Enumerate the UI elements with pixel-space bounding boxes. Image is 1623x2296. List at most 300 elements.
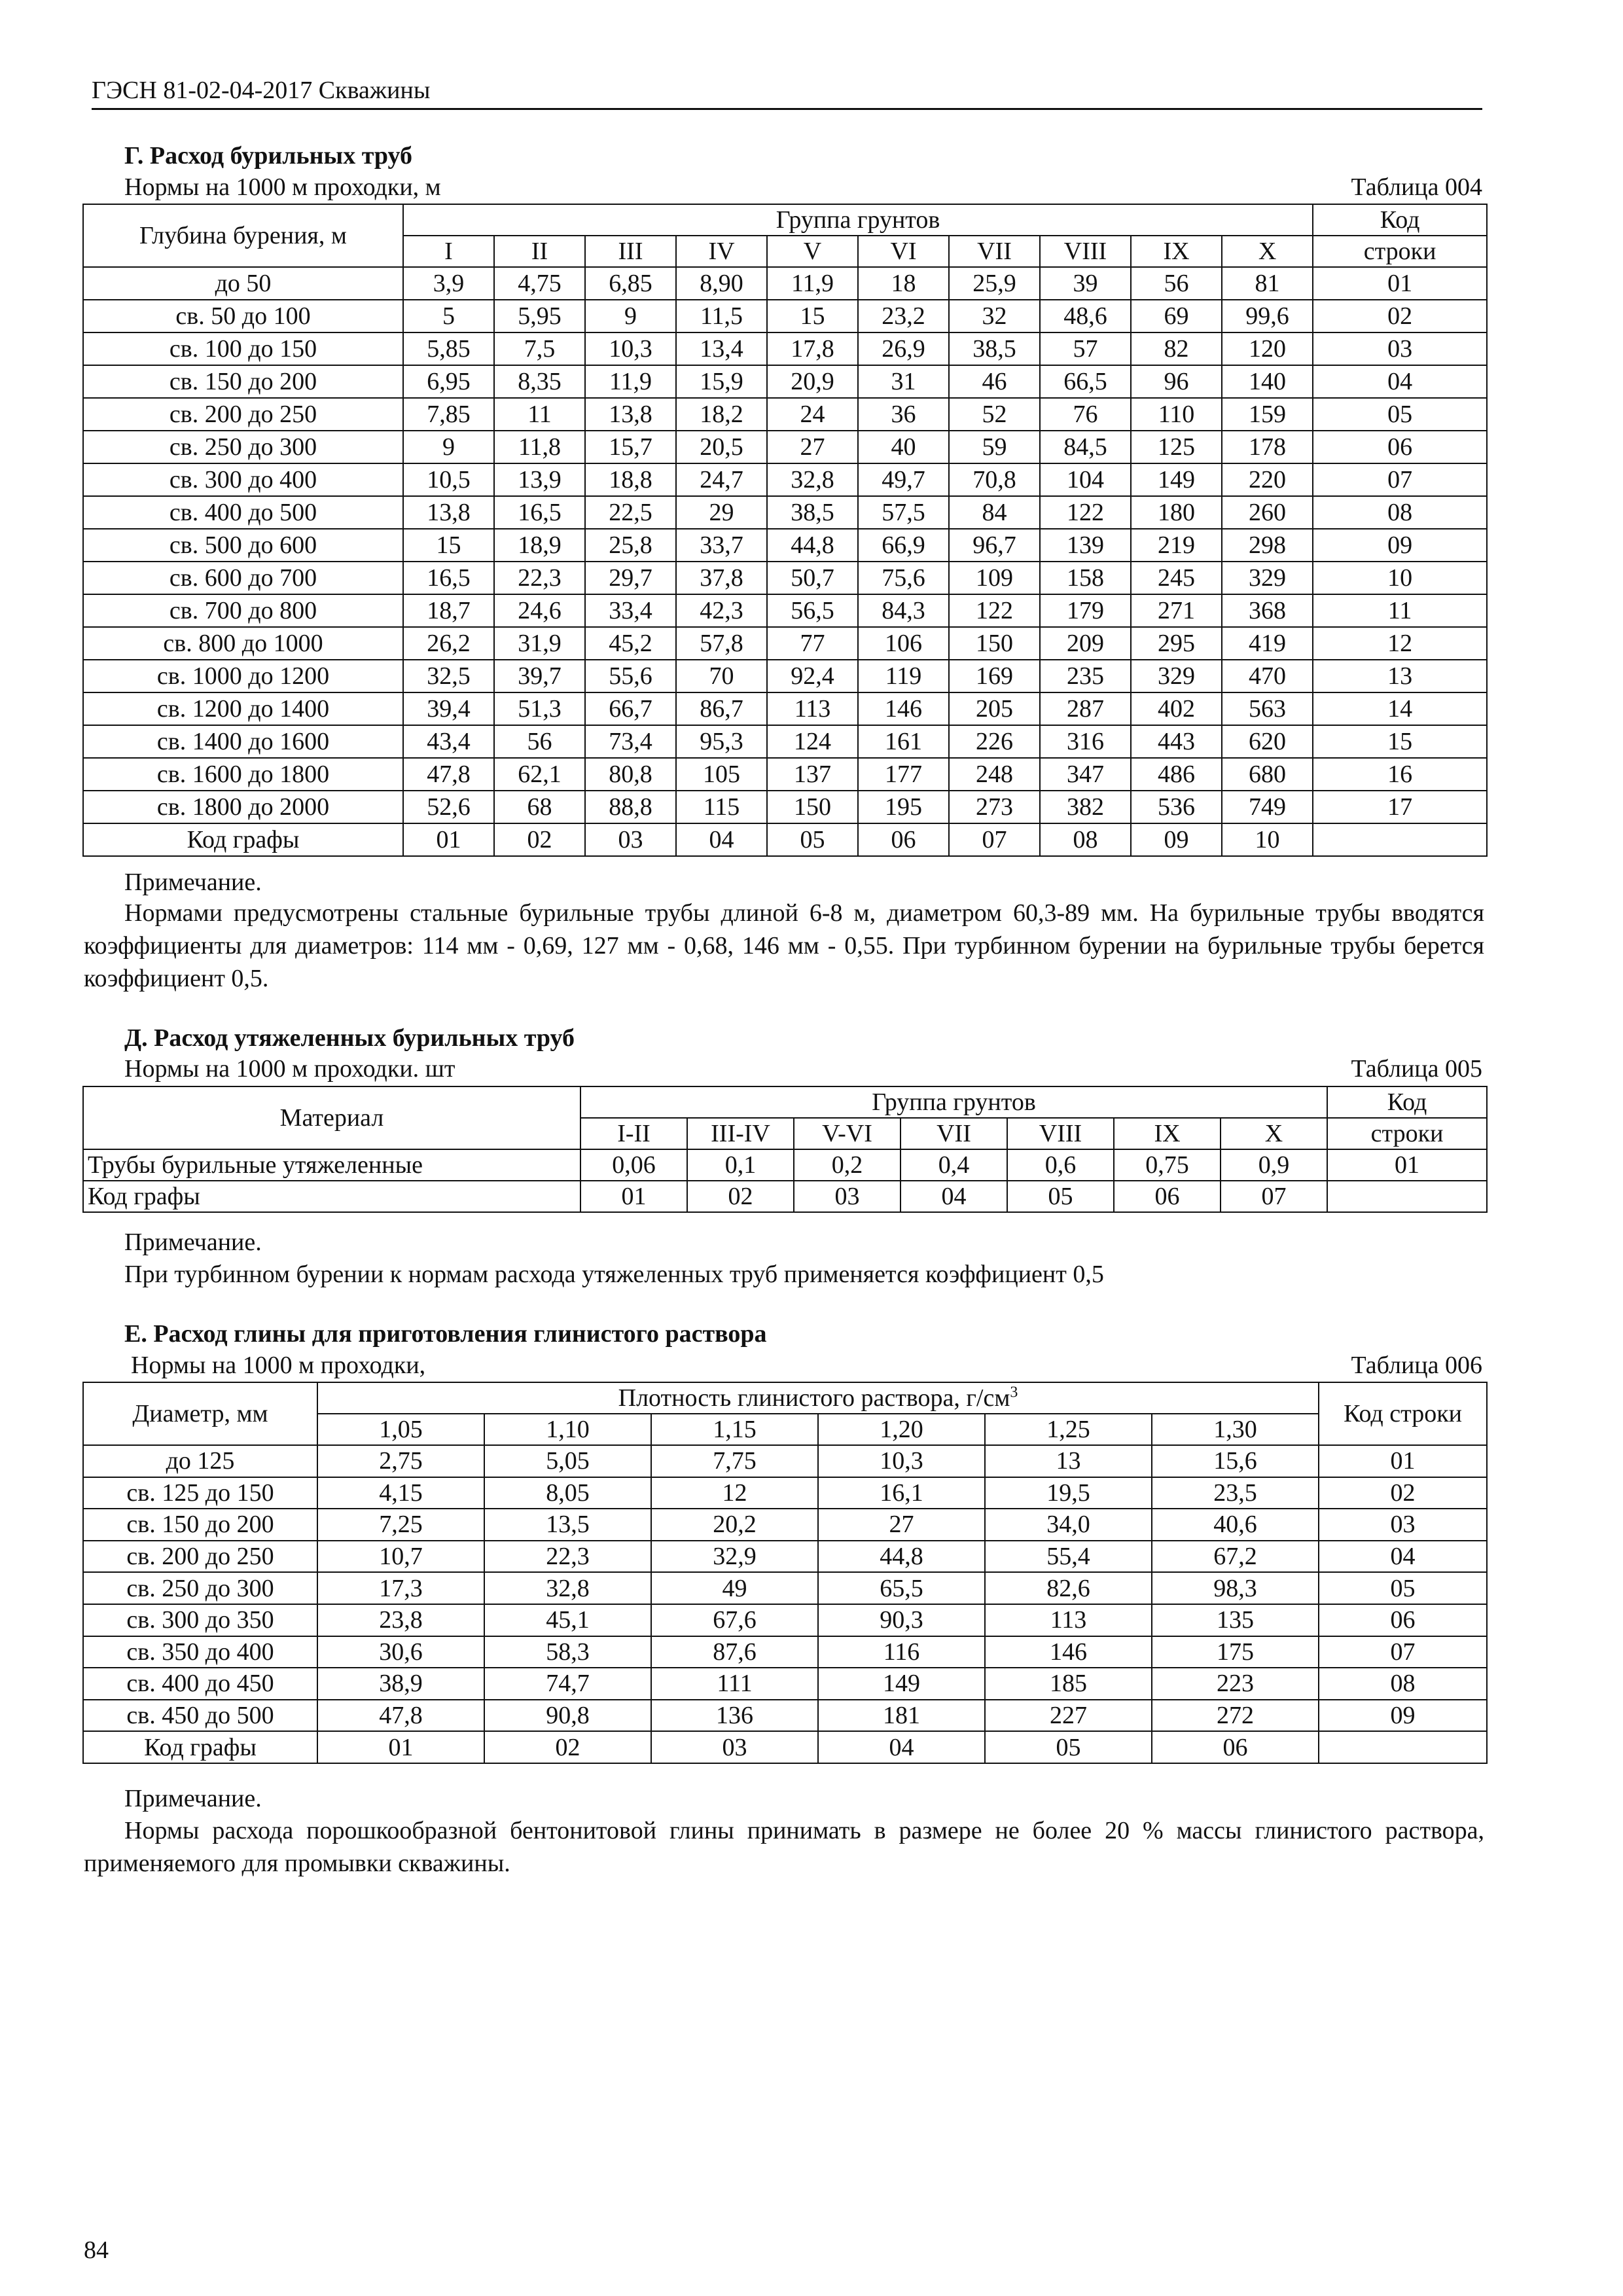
- table-cell: 38,9: [317, 1668, 484, 1700]
- table-cell: 03: [585, 823, 676, 856]
- table-cell: 10,3: [585, 332, 676, 365]
- row-code-cell: 05: [1313, 398, 1487, 431]
- header-density-value: 1,15: [651, 1414, 818, 1445]
- table-cell: 223: [1152, 1668, 1319, 1700]
- table-header-row: [83, 204, 1487, 236]
- table-footer-row: [83, 1181, 1487, 1212]
- table-cell: 177: [858, 758, 949, 791]
- table-cell: 5,95: [494, 300, 585, 332]
- table-cell: 402: [1131, 692, 1222, 725]
- table-cell: 03: [651, 1731, 818, 1763]
- table-cell: 260: [1222, 496, 1313, 529]
- table-row: [83, 267, 1487, 300]
- header-density: [317, 1382, 1319, 1414]
- table-cell: 272: [1152, 1700, 1319, 1732]
- header-density-value: 1,20: [818, 1414, 985, 1445]
- table-cell: 26,9: [858, 332, 949, 365]
- section-g-title: Г. Расход бурильных труб: [124, 142, 412, 170]
- row-code-cell: 09: [1319, 1700, 1487, 1732]
- row-label-cell: св. 150 до 200: [83, 1509, 317, 1541]
- table-cell: 13,5: [484, 1509, 651, 1541]
- table-cell: 563: [1222, 692, 1313, 725]
- table-cell: 4,75: [494, 267, 585, 300]
- table-cell: 11,9: [585, 365, 676, 398]
- table-cell: 43,4: [403, 725, 494, 758]
- row-label-cell: св. 400 до 500: [83, 496, 403, 529]
- table-cell: 11: [494, 398, 585, 431]
- table-cell: 04: [818, 1731, 985, 1763]
- header-group: I: [403, 236, 494, 267]
- table-cell: 316: [1040, 725, 1131, 758]
- table-cell: 329: [1131, 660, 1222, 692]
- table-cell: 11,8: [494, 431, 585, 463]
- table-cell: 146: [985, 1636, 1152, 1668]
- table-cell: 181: [818, 1700, 985, 1732]
- table-cell: 52,6: [403, 791, 494, 823]
- table-cell: 48,6: [1040, 300, 1131, 332]
- table-cell: 20,9: [767, 365, 858, 398]
- header-group: VII: [901, 1118, 1007, 1149]
- header-group: VII: [949, 236, 1040, 267]
- table-cell: 125: [1131, 431, 1222, 463]
- table-cell: 175: [1152, 1636, 1319, 1668]
- table-cell: 49: [651, 1572, 818, 1604]
- section-g-norms: Нормы на 1000 м проходки, м: [124, 173, 441, 201]
- table-cell: 40: [858, 431, 949, 463]
- table-cell: 03: [794, 1181, 901, 1212]
- table-row: [83, 725, 1487, 758]
- table-cell: 140: [1222, 365, 1313, 398]
- row-label-cell: св. 600 до 700: [83, 562, 403, 594]
- table-cell: 84,5: [1040, 431, 1131, 463]
- table-cell: 80,8: [585, 758, 676, 791]
- table-cell: 119: [858, 660, 949, 692]
- table-cell: 105: [676, 758, 767, 791]
- row-label-cell: до 125: [83, 1445, 317, 1477]
- table-cell: 106: [858, 627, 949, 660]
- table-cell: 39,7: [494, 660, 585, 692]
- table-cell: 05: [985, 1731, 1152, 1763]
- table-cell: 0,2: [794, 1149, 901, 1181]
- table-cell: 09: [1131, 823, 1222, 856]
- table-cell: 9: [403, 431, 494, 463]
- table-cell: 113: [985, 1604, 1152, 1636]
- table-cell: 368: [1222, 594, 1313, 627]
- table-cell: 45,1: [484, 1604, 651, 1636]
- row-code-cell: 01: [1313, 267, 1487, 300]
- row-code-cell: 04: [1319, 1541, 1487, 1573]
- row-label-cell: св. 1400 до 1600: [83, 725, 403, 758]
- table-row: [83, 1700, 1487, 1732]
- table-cell: 98,3: [1152, 1572, 1319, 1604]
- table-cell: 20,5: [676, 431, 767, 463]
- table-cell: 0,9: [1221, 1149, 1327, 1181]
- table-cell: 01: [317, 1731, 484, 1763]
- row-label-cell: Код графы: [83, 823, 403, 856]
- table-cell: 51,3: [494, 692, 585, 725]
- table-cell: 150: [949, 627, 1040, 660]
- table-cell: 06: [1114, 1181, 1221, 1212]
- table-cell: 50,7: [767, 562, 858, 594]
- table-cell: 37,8: [676, 562, 767, 594]
- table-cell: 2,75: [317, 1445, 484, 1477]
- table-cell: 0,1: [687, 1149, 794, 1181]
- row-code-cell: 06: [1313, 431, 1487, 463]
- table-cell: 77: [767, 627, 858, 660]
- header-material: Материал: [83, 1086, 580, 1149]
- section-e-title: Е. Расход глины для приготовления глинистого раствора: [124, 1320, 767, 1348]
- table-cell: 56: [1131, 267, 1222, 300]
- row-code-cell: 04: [1313, 365, 1487, 398]
- table-cell: 179: [1040, 594, 1131, 627]
- running-header: ГЭСН 81-02-04-2017 Скважины: [92, 75, 1482, 110]
- table-cell: 470: [1222, 660, 1313, 692]
- table-cell: 298: [1222, 529, 1313, 562]
- table-cell: 40,6: [1152, 1509, 1319, 1541]
- table-cell: 27: [818, 1509, 985, 1541]
- table-cell: 185: [985, 1668, 1152, 1700]
- table-cell: 10,7: [317, 1541, 484, 1573]
- table-row: [83, 562, 1487, 594]
- row-code-cell: 02: [1313, 300, 1487, 332]
- table-cell: 12: [651, 1477, 818, 1509]
- table-cell: 536: [1131, 791, 1222, 823]
- table-cell: 52: [949, 398, 1040, 431]
- table-cell: 05: [767, 823, 858, 856]
- table-cell: 07: [1221, 1181, 1327, 1212]
- table-cell: 08: [1040, 823, 1131, 856]
- section-d-note-text: При турбинном бурении к нормам расхода утяжеленных труб применяется коэффициент 0,5: [124, 1261, 1104, 1288]
- table-cell: 49,7: [858, 463, 949, 496]
- table-cell: 0,75: [1114, 1149, 1221, 1181]
- table-cell: 347: [1040, 758, 1131, 791]
- table-row: [83, 1572, 1487, 1604]
- row-code-cell: 08: [1319, 1668, 1487, 1700]
- table-006: [82, 1382, 1488, 1764]
- table-cell: 90,8: [484, 1700, 651, 1732]
- header-code-line1: Код: [1327, 1086, 1487, 1118]
- table-cell: 227: [985, 1700, 1152, 1732]
- row-label-cell: Трубы бурильные утяжеленные: [83, 1149, 580, 1181]
- table-cell: 169: [949, 660, 1040, 692]
- header-density-value: 1,25: [985, 1414, 1152, 1445]
- table-cell: 75,6: [858, 562, 949, 594]
- header-group: VI: [858, 236, 949, 267]
- header-group: I-II: [580, 1118, 687, 1149]
- table-cell: 7,85: [403, 398, 494, 431]
- table-cell: 146: [858, 692, 949, 725]
- table-cell: 0,6: [1007, 1149, 1114, 1181]
- header-group: V-VI: [794, 1118, 901, 1149]
- table-cell: 18: [858, 267, 949, 300]
- table-cell: 23,2: [858, 300, 949, 332]
- section-d-title: Д. Расход утяжеленных бурильных труб: [124, 1024, 575, 1052]
- table-cell: 02: [484, 1731, 651, 1763]
- table-cell: 16,1: [818, 1477, 985, 1509]
- header-group: X: [1222, 236, 1313, 267]
- table-005-label: Таблица 005: [1351, 1055, 1482, 1083]
- table-cell: 74,7: [484, 1668, 651, 1700]
- table-header-row: [83, 1382, 1487, 1414]
- table-cell: 31,9: [494, 627, 585, 660]
- table-cell: 5,05: [484, 1445, 651, 1477]
- header-group: II: [494, 236, 585, 267]
- table-row: [83, 1509, 1487, 1541]
- row-label-cell: св. 300 до 400: [83, 463, 403, 496]
- table-004: [82, 204, 1488, 857]
- section-g-note-text: Нормами предусмотрены стальные бурильные трубы длиной 6-8 м, диаметром 60,3-89 мм. На бурильные трубы вводятся коэффициенты для диаметров: 114 мм - 0,69, 127 мм - 0,68, 146 мм - 0,55. При турбинном бурении на бурильные трубы берется коэффициент 0,5.: [84, 899, 1484, 992]
- table-cell: 17,8: [767, 332, 858, 365]
- table-cell: 23,8: [317, 1604, 484, 1636]
- row-code-cell: 08: [1313, 496, 1487, 529]
- table-cell: 10,3: [818, 1445, 985, 1477]
- table-cell: 20,2: [651, 1509, 818, 1541]
- row-code-cell: 03: [1319, 1509, 1487, 1541]
- header-group: IX: [1114, 1118, 1221, 1149]
- row-code-cell: [1327, 1181, 1487, 1212]
- table-cell: 111: [651, 1668, 818, 1700]
- row-code-cell: 17: [1313, 791, 1487, 823]
- header-group: V: [767, 236, 858, 267]
- table-cell: 245: [1131, 562, 1222, 594]
- section-g-note-label: Примечание.: [124, 869, 262, 896]
- table-cell: 33,4: [585, 594, 676, 627]
- table-cell: 66,5: [1040, 365, 1131, 398]
- table-cell: 9: [585, 300, 676, 332]
- row-label-cell: св. 50 до 100: [83, 300, 403, 332]
- table-cell: 19,5: [985, 1477, 1152, 1509]
- header-density-value: 1,30: [1152, 1414, 1319, 1445]
- table-cell: 120: [1222, 332, 1313, 365]
- row-code-cell: 10: [1313, 562, 1487, 594]
- table-cell: 220: [1222, 463, 1313, 496]
- row-code-cell: 01: [1327, 1149, 1487, 1181]
- table-row: [83, 431, 1487, 463]
- section-d-note-label: Примечание.: [124, 1229, 262, 1256]
- table-cell: 136: [651, 1700, 818, 1732]
- table-cell: 31: [858, 365, 949, 398]
- table-cell: 18,9: [494, 529, 585, 562]
- header-code-line2: строки: [1327, 1118, 1487, 1149]
- table-cell: 205: [949, 692, 1040, 725]
- table-cell: 159: [1222, 398, 1313, 431]
- row-code-cell: 13: [1313, 660, 1487, 692]
- table-cell: 6,85: [585, 267, 676, 300]
- page-number: 84: [84, 2236, 109, 2264]
- table-cell: 84: [949, 496, 1040, 529]
- row-code-cell: 12: [1313, 627, 1487, 660]
- table-cell: 58,3: [484, 1636, 651, 1668]
- table-cell: 13,9: [494, 463, 585, 496]
- table-cell: 88,8: [585, 791, 676, 823]
- section-e-note-text: Нормы расхода порошкообразной бентонитовой глины принимать в размере не более 20 % массы глинистого раствора, применяемого для промывки скважины.: [84, 1817, 1484, 1877]
- table-cell: 137: [767, 758, 858, 791]
- table-cell: 36: [858, 398, 949, 431]
- table-cell: 15,6: [1152, 1445, 1319, 1477]
- table-row: [83, 1604, 1487, 1636]
- header-group: X: [1221, 1118, 1327, 1149]
- row-label-cell: св. 200 до 250: [83, 398, 403, 431]
- table-cell: 122: [949, 594, 1040, 627]
- table-cell: 10,5: [403, 463, 494, 496]
- table-cell: 38,5: [949, 332, 1040, 365]
- table-row: [83, 627, 1487, 660]
- table-cell: 25,9: [949, 267, 1040, 300]
- table-cell: 109: [949, 562, 1040, 594]
- table-cell: 8,35: [494, 365, 585, 398]
- table-cell: 34,0: [985, 1509, 1152, 1541]
- table-row: [83, 332, 1487, 365]
- table-cell: 149: [1131, 463, 1222, 496]
- table-cell: 15: [403, 529, 494, 562]
- table-cell: 0,4: [901, 1149, 1007, 1181]
- row-label-cell: св. 300 до 350: [83, 1604, 317, 1636]
- table-cell: 02: [687, 1181, 794, 1212]
- table-cell: 24,7: [676, 463, 767, 496]
- row-label-cell: св. 200 до 250: [83, 1541, 317, 1573]
- table-cell: 26,2: [403, 627, 494, 660]
- table-cell: 56: [494, 725, 585, 758]
- table-cell: 0,06: [580, 1149, 687, 1181]
- table-cell: 57,5: [858, 496, 949, 529]
- table-cell: 65,5: [818, 1572, 985, 1604]
- table-cell: 273: [949, 791, 1040, 823]
- table-cell: 18,2: [676, 398, 767, 431]
- table-cell: 47,8: [403, 758, 494, 791]
- section-e-norms: Нормы на 1000 м проходки,: [131, 1352, 426, 1379]
- table-cell: 32,8: [484, 1572, 651, 1604]
- header-depth: Глубина бурения, м: [83, 204, 403, 267]
- table-cell: 76: [1040, 398, 1131, 431]
- header-code: Код строки: [1319, 1382, 1487, 1445]
- table-row: [83, 529, 1487, 562]
- table-cell: 32,5: [403, 660, 494, 692]
- row-label-cell: св. 100 до 150: [83, 332, 403, 365]
- table-cell: 486: [1131, 758, 1222, 791]
- header-group: III: [585, 236, 676, 267]
- row-code-cell: 07: [1313, 463, 1487, 496]
- table-cell: 81: [1222, 267, 1313, 300]
- table-row: [83, 1477, 1487, 1509]
- table-cell: 115: [676, 791, 767, 823]
- table-cell: 46: [949, 365, 1040, 398]
- table-cell: 25,8: [585, 529, 676, 562]
- row-code-cell: 11: [1313, 594, 1487, 627]
- header-density-superscript: 3: [1010, 1384, 1018, 1401]
- table-cell: 110: [1131, 398, 1222, 431]
- table-cell: 06: [858, 823, 949, 856]
- row-label-cell: св. 1200 до 1400: [83, 692, 403, 725]
- header-code-line2: строки: [1313, 236, 1487, 267]
- table-cell: 99,6: [1222, 300, 1313, 332]
- table-cell: 139: [1040, 529, 1131, 562]
- table-cell: 07: [949, 823, 1040, 856]
- table-cell: 8,90: [676, 267, 767, 300]
- table-cell: 33,7: [676, 529, 767, 562]
- table-cell: 87,6: [651, 1636, 818, 1668]
- table-cell: 226: [949, 725, 1040, 758]
- table-row: [83, 1445, 1487, 1477]
- row-label-cell: св. 250 до 300: [83, 1572, 317, 1604]
- row-label-cell: до 50: [83, 267, 403, 300]
- table-cell: 150: [767, 791, 858, 823]
- table-cell: 3,9: [403, 267, 494, 300]
- table-cell: 158: [1040, 562, 1131, 594]
- header-group: VIII: [1007, 1118, 1114, 1149]
- table-cell: 13,8: [585, 398, 676, 431]
- row-code-cell: 03: [1313, 332, 1487, 365]
- table-cell: 82,6: [985, 1572, 1152, 1604]
- table-cell: 113: [767, 692, 858, 725]
- table-cell: 90,3: [818, 1604, 985, 1636]
- row-label-cell: св. 350 до 400: [83, 1636, 317, 1668]
- table-cell: 23,5: [1152, 1477, 1319, 1509]
- table-cell: 01: [403, 823, 494, 856]
- row-label-cell: Код графы: [83, 1731, 317, 1763]
- row-label-cell: св. 700 до 800: [83, 594, 403, 627]
- table-cell: 67,6: [651, 1604, 818, 1636]
- table-footer-row: [83, 1731, 1487, 1763]
- table-cell: 178: [1222, 431, 1313, 463]
- table-cell: 15,7: [585, 431, 676, 463]
- row-code-cell: 09: [1313, 529, 1487, 562]
- table-cell: 32,8: [767, 463, 858, 496]
- row-code-cell: 06: [1319, 1604, 1487, 1636]
- table-cell: 29,7: [585, 562, 676, 594]
- table-cell: 235: [1040, 660, 1131, 692]
- table-cell: 27: [767, 431, 858, 463]
- table-cell: 56,5: [767, 594, 858, 627]
- table-cell: 295: [1131, 627, 1222, 660]
- table-cell: 10: [1222, 823, 1313, 856]
- header-soil-group: Группа грунтов: [580, 1086, 1327, 1118]
- table-006-label: Таблица 006: [1351, 1352, 1482, 1379]
- table-cell: 59: [949, 431, 1040, 463]
- table-cell: 62,1: [494, 758, 585, 791]
- table-cell: 84,3: [858, 594, 949, 627]
- table-cell: 135: [1152, 1604, 1319, 1636]
- table-cell: 47,8: [317, 1700, 484, 1732]
- table-cell: 443: [1131, 725, 1222, 758]
- table-cell: 13,8: [403, 496, 494, 529]
- table-cell: 57,8: [676, 627, 767, 660]
- table-cell: 749: [1222, 791, 1313, 823]
- row-code-cell: 16: [1313, 758, 1487, 791]
- table-cell: 66,9: [858, 529, 949, 562]
- table-row: [83, 758, 1487, 791]
- row-label-cell: св. 1000 до 1200: [83, 660, 403, 692]
- table-cell: 680: [1222, 758, 1313, 791]
- table-header-row: [83, 1086, 1487, 1118]
- table-cell: 6,95: [403, 365, 494, 398]
- table-cell: 44,8: [767, 529, 858, 562]
- header-group: VIII: [1040, 236, 1131, 267]
- header-code-line1: Код: [1313, 204, 1487, 236]
- table-cell: 7,5: [494, 332, 585, 365]
- table-cell: 11,9: [767, 267, 858, 300]
- table-row: [83, 692, 1487, 725]
- table-cell: 66,7: [585, 692, 676, 725]
- header-group: III-IV: [687, 1118, 794, 1149]
- row-label-cell: Код графы: [83, 1181, 580, 1212]
- table-cell: 32,9: [651, 1541, 818, 1573]
- table-cell: 5: [403, 300, 494, 332]
- table-cell: 620: [1222, 725, 1313, 758]
- table-cell: 22,5: [585, 496, 676, 529]
- table-cell: 195: [858, 791, 949, 823]
- table-row: [83, 300, 1487, 332]
- header-density-value: 1,10: [484, 1414, 651, 1445]
